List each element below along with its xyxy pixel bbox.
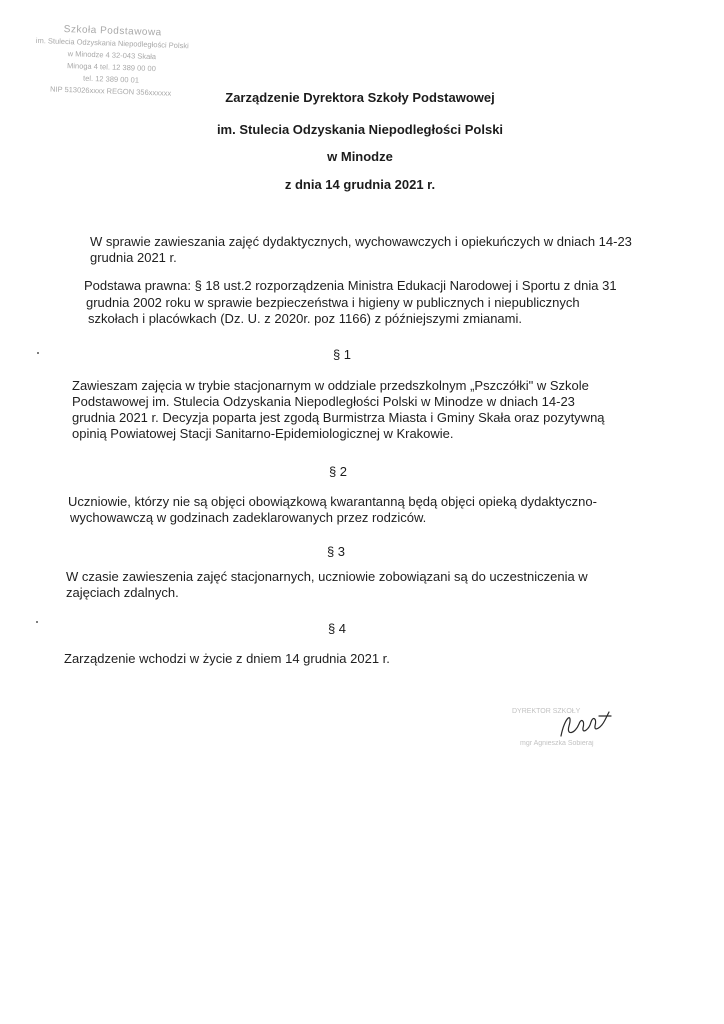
signature-block bbox=[500, 700, 670, 760]
section-line: opinią Powiatowej Stacji Sanitarno-Epidemiologicznej w Krakowie. bbox=[72, 426, 454, 441]
scan-speck bbox=[37, 352, 39, 354]
section-mark: § 4 bbox=[327, 621, 347, 636]
document-title: Zarządzenie Dyrektora Szkoły Podstawowej bbox=[225, 90, 495, 105]
section-line: Zawieszam zajęcia w trybie stacjonarnym w oddziale przedszkolnym „Pszczółki" w Szkole bbox=[72, 378, 589, 393]
section-line: wychowawczą w godzinach zadeklarowanych przez rodziców. bbox=[70, 509, 427, 525]
handwritten-signature bbox=[555, 706, 615, 746]
subject-paragraph bbox=[90, 234, 632, 265]
section-line: W czasie zawieszenia zajęć stacjonarnych, uczniowie zobowiązani są do uczestniczenia w bbox=[66, 569, 588, 584]
section-3-text bbox=[66, 569, 588, 600]
section-line: grudnia 2021 r. Decyzja poparta jest zgodą Burmistrza Miasta i Gminy Skała oraz pozytywną bbox=[72, 410, 605, 425]
section-4-text bbox=[64, 651, 390, 667]
subject-line: grudnia 2021 r. bbox=[90, 249, 177, 265]
director-stamp-title: DYREKTOR SZKOŁY bbox=[512, 708, 581, 715]
stamp-line: im. Stulecia Odzyskania Niepodległości Polski bbox=[35, 35, 189, 51]
school-name: im. Stulecia Odzyskania Niepodległości Polski bbox=[216, 122, 504, 137]
section-1-text bbox=[72, 378, 605, 442]
stamp-line: Szkoła Podstawowa bbox=[63, 23, 162, 39]
section-2-text bbox=[68, 494, 597, 525]
section-mark: § 1 bbox=[332, 347, 352, 362]
stamp-line: NIP 513026xxxx REGON 356xxxxxx bbox=[49, 84, 172, 98]
section-mark: § 3 bbox=[326, 544, 346, 559]
scan-speck bbox=[36, 621, 38, 623]
stamp-line: Minoga 4 tel. 12 389 00 00 bbox=[66, 61, 157, 74]
legal-basis-line: szkołach i placówkach (Dz. U. z 2020r. poz 1166) z późniejszymi zmianami. bbox=[88, 311, 522, 326]
stamp-line: w Minodze 4 32-043 Skała bbox=[67, 49, 157, 62]
document-date: z dnia 14 grudnia 2021 r. bbox=[284, 177, 436, 192]
stamp-line: tel. 12 389 00 01 bbox=[82, 73, 140, 85]
section-line: Zarządzenie wchodzi w życie z dniem 14 grudnia 2021 r. bbox=[64, 651, 390, 666]
section-line: zajęciach zdalnych. bbox=[66, 584, 179, 600]
subject-line: W sprawie zawieszania zajęć dydaktycznych, wychowawczych i opiekuńczych w dniach 14-23 bbox=[90, 234, 632, 249]
director-stamp-name: mgr Agnieszka Sobieraj bbox=[520, 740, 594, 747]
legal-basis-line: Podstawa prawna: § 18 ust.2 rozporządzenia Ministra Edukacji Narodowej i Sportu z dnia 31 bbox=[84, 278, 617, 293]
section-line: Uczniowie, którzy nie są objęci obowiązkową kwarantanną będą objęci opieką dydaktyczno- bbox=[68, 494, 597, 509]
section-mark: § 2 bbox=[328, 464, 348, 479]
legal-basis-line: grudnia 2002 roku w sprawie bezpieczeństwa i higieny w publicznych i niepublicznych bbox=[86, 294, 580, 310]
section-line: Podstawowej im. Stulecia Odzyskania Niepodległości Polski w Minodze w dniach 14-23 bbox=[72, 394, 575, 409]
legal-basis-paragraph bbox=[84, 278, 617, 328]
school-location: w Minodze bbox=[327, 149, 393, 164]
